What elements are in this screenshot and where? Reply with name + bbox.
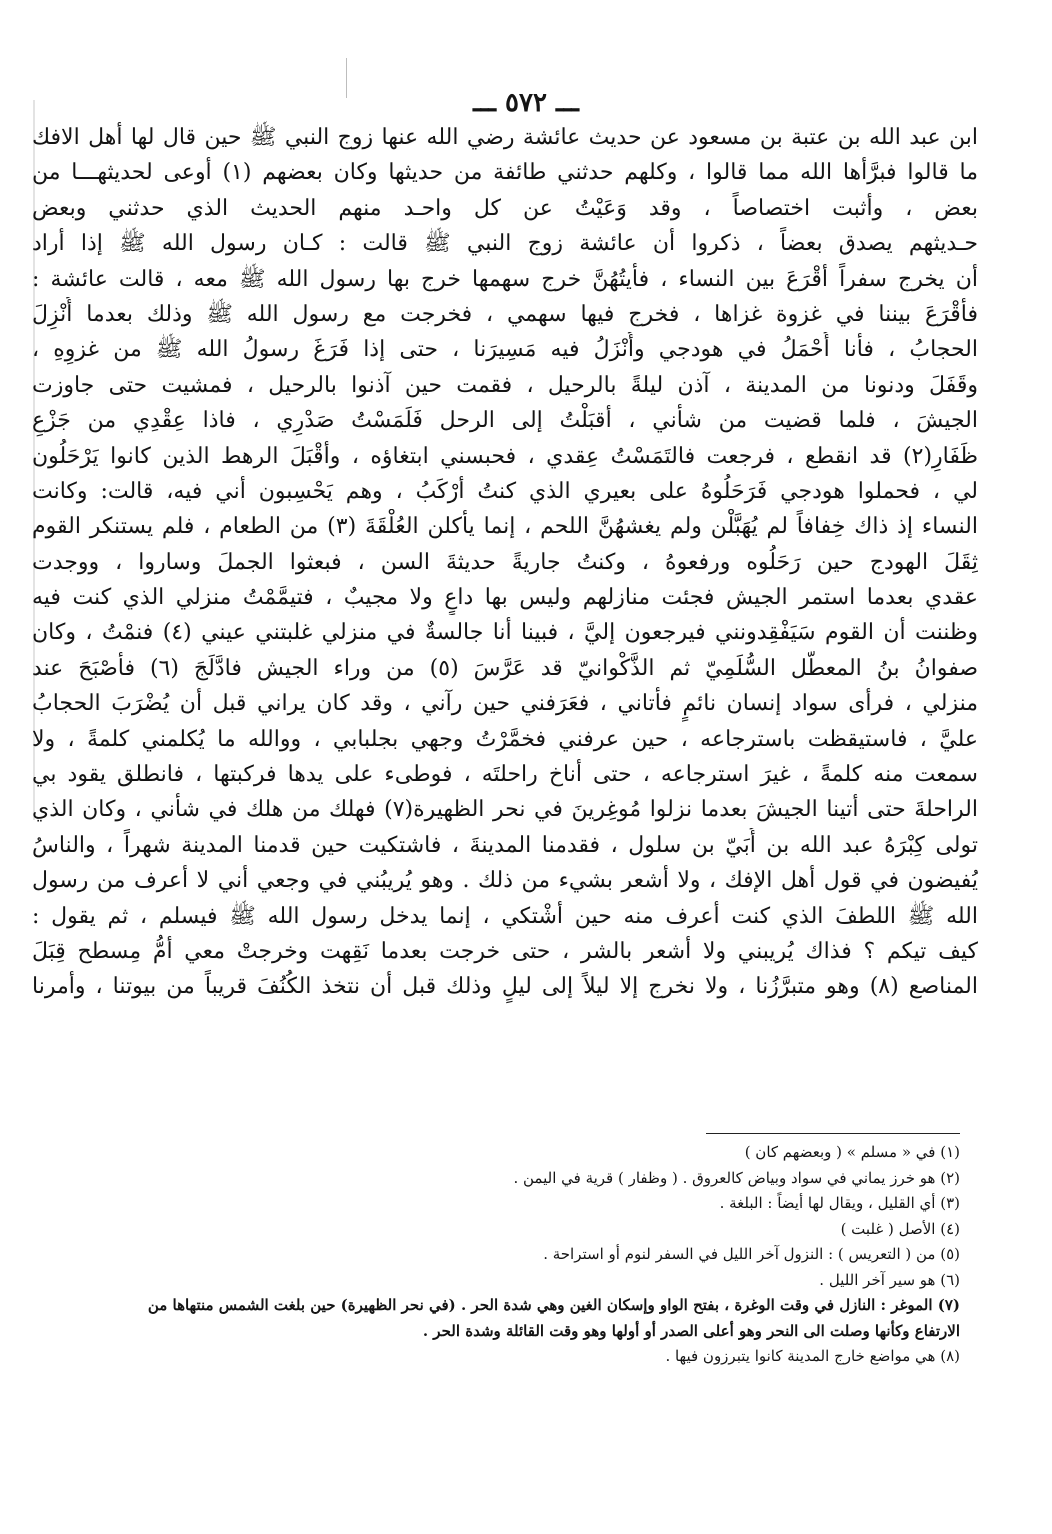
- footnotes: [32, 1140, 960, 1370]
- text-line: يُفيضون في قول أهل الإفك ، ولا أشعر بشيء من ذلك . وهو يُريبُني في وجعي أني لا أعرف من رسول: [32, 868, 978, 894]
- text-line: حـديثهم يصدق بعضاً ، ذكروا أن عائشة زوج النبي ﷺ قالت : كـان رسول الله ﷺ إذا أراد: [32, 231, 978, 257]
- footnote-line: الارتفاع وكأنها وصلت الى النحر وهو أعلى الصدر أو أولها وهو وقت القائلة وشدة الحر .: [422, 1321, 960, 1340]
- footnote-line: (٤) الأصل ( غلبت ): [840, 1219, 960, 1238]
- text-line: منزلي ، فرأى سواد إنسان نائمٍ فأتاني ، فعَرَفني حين رآني ، وقد كان يراني قبل أن يُضْرَبَ الحجابُ: [32, 691, 978, 717]
- text-line: عليَّ ، فاستيقظت باسترجاعه ، حين عرفني فخمَّرْتُ وجهي بجلبابي ، ووالله ما يُكلمني كلمةً ، ولا: [32, 726, 978, 752]
- text-line: سمعت منه كلمةً ، غيرَ استرجاعه ، حتى أناخ راحلتَه ، فوطىء على يدها فركبتها ، فانطلق يقود بي: [32, 762, 978, 788]
- footnote-line: (٨) هي مواضع خارج المدينة كانوا يتبرزون فيها .: [665, 1347, 960, 1365]
- text-line: المناصع (٨) وهو متبرَّزُنا ، ولا نخرج إلا ليلاً إلى ليلٍ وذلك قبل أن نتخذ الكُنُفَ قريباً من بيوتنا ، وأمرنا: [32, 974, 978, 1000]
- text-line: وقَفَلَ ودنونا من المدينة ، آذن ليلةً بالرحيل ، فقمت حين آذنوا بالرحيل ، فمشيت حتى جاوزت: [32, 372, 978, 398]
- text-line: ما قالوا فبرَّأها الله مما قالوا ، وكلهم حدثني طائفة من حديثها وكان بعضهم (١) أوعى لحديثهـــا من: [32, 160, 978, 186]
- page-number: ـــ ٥٧٢ ـــ: [473, 88, 579, 118]
- text-line: الراحلةَ حتى أتينا الجيشَ بعدما نزلوا مُوغِرينَ في نحر الظهيرة(٧) فهلك من هلك في شأني ، وكان الذي: [32, 797, 978, 823]
- text-line: لي ، فحملوا هودجي فَرَحَلُوهُ على بعيري الذي كنتُ أرْكَبُ ، وهم يَحْسِبون أني فيه، قالت: وكانت: [32, 478, 978, 504]
- footnote-line: (٧) الموغر : النازل في وقت الوغرة ، بفتح الواو وإسكان الغين وهي شدة الحر . (في نحر الظهيرة) حين بلغت الشمس منتهاها من: [147, 1296, 960, 1314]
- text-line: ابن عبد الله بن عتبة بن مسعود عن حديث عائشة رضي الله عنها زوج النبي ﷺ حين قال لها أهل الافك: [32, 125, 978, 150]
- text-line: عقدي بعدما استمر الجيش فجئت منازلهم وليس بها داعٍ ولا مجيبٌ ، فتيمَّمْتُ منزلي الذي كنت فيه: [32, 585, 978, 611]
- text-line: الجيشَ ، فلما قضيت من شأني ، أقبَلْتُ إلى الرحل فَلَمَسْتُ صَدْرِي ، فاذا عِقْدِي من جَزْعِ: [32, 408, 978, 434]
- footnote-separator: [706, 1133, 960, 1134]
- footnote-line: (٢) هو خرز يماني في سواد وبياض كالعروق . ( وظفار ) قرية في اليمن .: [513, 1168, 960, 1187]
- footnote-line: (٦) هو سير آخر الليل .: [819, 1270, 960, 1289]
- main-text: [32, 120, 978, 1005]
- footnote-line: (٥) من ( التعريس ) : النزول آخر الليل في السفر لنوم أو استراحة .: [543, 1245, 960, 1263]
- text-line: صفوانُ بنُ المعطّل السُّلَمِيّ ثم الذَّكْوانيّ قد عَرَّسَ (٥) من وراء الجيش فادَّلَجَ (٦) فأصْبَحَ عند: [32, 655, 978, 681]
- footnote-line: (٣) أي القليل ، ويقال لها أيضاً : البلغة .: [719, 1194, 960, 1212]
- text-line: بعض ، وأثبت اختصاصاً ، وقد وَعَيْتُ عن كل واحـد منهم الحديث الذي حدثني وبعض: [32, 195, 978, 221]
- footnote-line: (١) في « مسلم » ( وبعضهم كان ): [744, 1143, 960, 1161]
- text-line: فأقْرَعَ بيننا في غزوة غزاها ، فخرج فيها سهمي ، فخرجت مع رسول الله ﷺ وذلك بعدما أُنْزِلَ: [32, 301, 978, 327]
- text-line: النساء إذ ذاك خِفافاً لم يُهَبَّلْن ولم يغشهُنَّ اللحم ، إنما يأكلن العُلْقَةَ (٣) من الطعام ، فلم يستنكر القوم: [32, 514, 978, 540]
- text-line: الله ﷺ اللطفَ الذي كنت أعرف منه حين أشْتكي ، إنما يدخل رسول الله ﷺ فيسلم ، ثم يقول :: [32, 903, 978, 929]
- text-line: كيف تيكم ؟ فذاك يُريبني ولا أشعر بالشر ، حتى خرجت بعدما نَقِهت وخرجتْ معي أمُّ مِسطح قِبَلَ: [32, 938, 978, 964]
- text-line: وظننت أن القوم سَيَفْقِدونني فيرجعون إليَّ ، فبينا أنا جالسةٌ في منزلي غلبتني عيني (٤) فنمْتُ ، وكان: [32, 620, 978, 646]
- text-line: ظَفَارِ(٢) قد انقطع ، فرجعت فالتَمَسْتُ عِقدي ، فحبسني ابتغاؤه ، وأقْبَلَ الرهط الذين كانوا يَرْحَلُون: [32, 443, 978, 469]
- text-line: تولى كِبْرَهُ عبد الله بن أُبَيّ بن سلول ، فقدمنا المدينةَ ، فاشتكيت حين قدمنا المدينة شهراً ، والناسُ: [32, 832, 978, 858]
- text-line: الحجابُ ، فأنا أُحْمَلُ في هودجي وأُنْزَلُ فيه مَسِيرَنا ، حتى إذا فَرَغَ رسولُ الله ﷺ من غزوِهِ ،: [32, 337, 978, 363]
- text-line: ثِقَلَ الهودج حين رَحَلُوه ورفعوهُ ، وكنتُ جاريةً حديثةَ السن ، فبعثوا الجملَ وساروا ، ووجدت: [32, 549, 978, 575]
- text-line: أن يخرج سفراً أقْرَعَ بين النساء ، فأيتُهُنَّ خرج سهمها خرج بها رسول الله ﷺ معه ، قالت عائشة :: [32, 266, 978, 292]
